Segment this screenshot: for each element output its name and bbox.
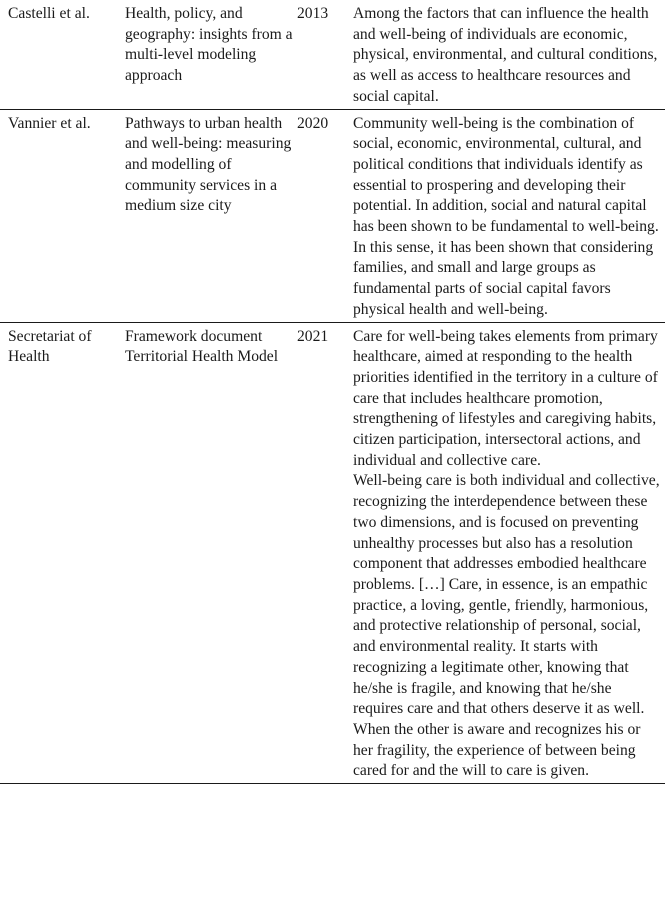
author-cell: Castelli et al. <box>0 0 125 109</box>
table-row <box>0 322 665 783</box>
title-cell: Framework document Territorial Health Model <box>125 322 297 783</box>
title-cell: Health, policy, and geography: insights from a multi-level modeling approach <box>125 0 297 109</box>
author-cell: Vannier et al. <box>0 109 125 322</box>
year-cell: 2021 <box>297 322 353 783</box>
definition-cell: Among the factors that can influence the health and well-being of individuals are economic, physical, environmental, and cultural conditions, as well as access to healthcare resources and social capital. <box>353 0 665 109</box>
author-cell: Secretariat of Health <box>0 322 125 783</box>
year-cell: 2013 <box>297 0 353 109</box>
definition-cell: Community well-being is the combination of social, economic, environmental, cultural, and political conditions that individuals identify as essential to prospering and developing their potential. In addition, social and natural capital has been shown to be fundamental to well-being. In this sense, it has been shown that considering families, and small and large groups as fundamental parts of social capital favors physical health and well-being. <box>353 109 665 322</box>
title-cell: Pathways to urban health and well-being: measuring and modelling of community services in a medium size city <box>125 109 297 322</box>
definition-cell: Care for well-being takes elements from primary healthcare, aimed at responding to the health priorities identified in the territory in a culture of care that includes healthcare promotion, strengthening of lifestyles and caregiving habits, citizen participation, intersectoral actions, and individual and collective care. Well-being care is both individual and collective, recognizing the interdependence between these two dimensions, and is focused on preventing unhealthy processes but also has a resolution component that addresses embodied healthcare problems. […] Care, in essence, is an empathic practice, a loving, gentle, friendly, harmonious, and protective relationship of personal, social, and environmental reality. It starts with recognizing a legitimate other, knowing that he/she is fragile, and knowing that he/she requires care and that others deserve it as well. When the other is aware and recognizes his or her fragility, the experience of between being cared for and the will to care is given. <box>353 322 665 783</box>
year-cell: 2020 <box>297 109 353 322</box>
table-row <box>0 0 665 109</box>
table-row <box>0 109 665 322</box>
